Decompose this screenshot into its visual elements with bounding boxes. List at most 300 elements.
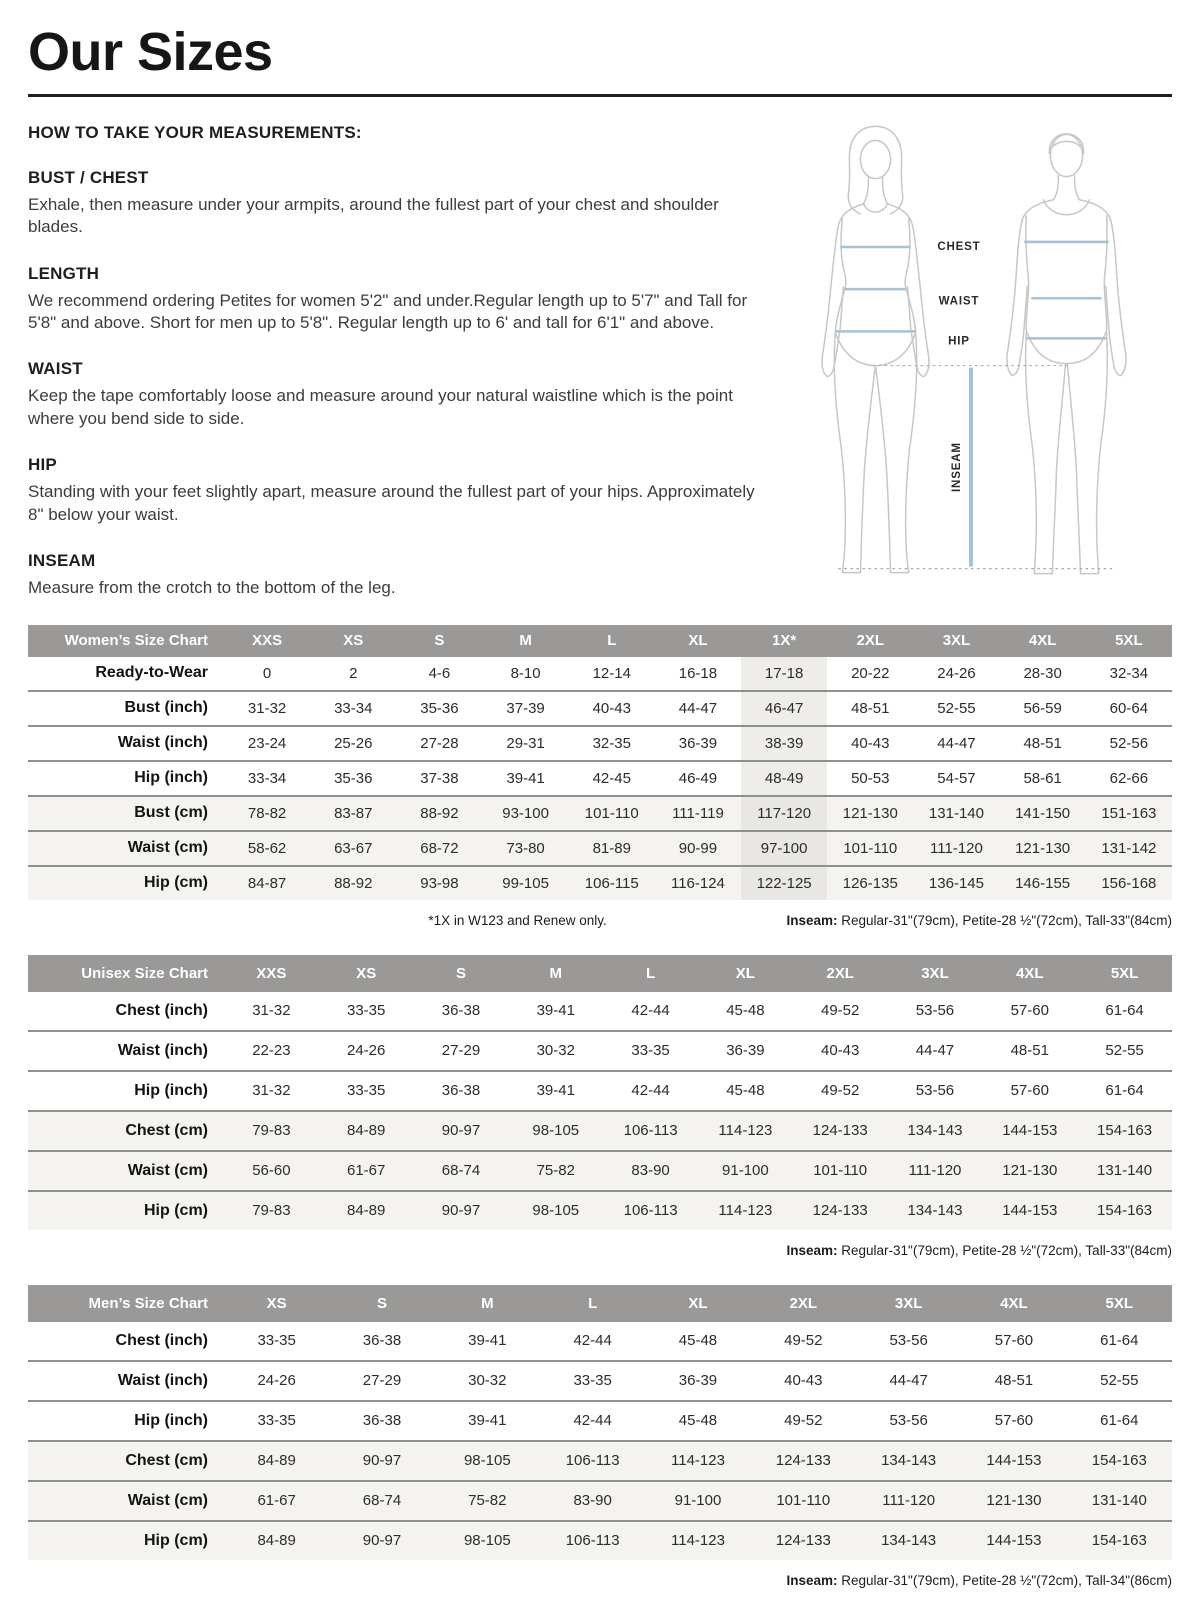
size-cell: 114-123 [718,1202,773,1220]
size-cell: 61-64 [1105,1082,1144,1100]
table-row [28,992,1172,1031]
mens-table-head [28,1285,1172,1322]
size-cell: 106-113 [623,1202,678,1220]
row-label: Hip (cm) [144,1201,208,1219]
size-cell: 154-163 [1091,1452,1147,1470]
instruction-section [28,551,774,599]
size-cell: 90-97 [362,1532,402,1550]
inseam-footnote [786,1573,1172,1588]
table-row [28,1031,1172,1071]
size-cell: 48-51 [994,1372,1034,1390]
size-cell: 24-26 [937,664,976,682]
size-cell: 144-153 [1002,1122,1058,1140]
row-label: Ready-to-Wear [95,664,208,682]
size-cell: 154-163 [1091,1532,1147,1550]
size-cell: 22-23 [252,1042,291,1060]
table-row [28,1481,1172,1521]
womens-table-body [28,657,1172,900]
inseam-footnote [786,913,1172,928]
size-cell: 84-89 [347,1122,386,1140]
size-cell: 48-49 [741,761,827,796]
size-cell: 52-55 [1100,1372,1139,1390]
size-cell: 45-48 [726,1002,765,1020]
size-cell: 98-105 [532,1122,580,1140]
size-cell: 56-60 [252,1162,291,1180]
size-cell: 83-87 [334,804,373,822]
page-title: Our Sizes [28,22,273,82]
row-label: Waist (cm) [127,1491,208,1509]
size-cell: 84-87 [247,874,287,892]
size-cell: 101-110 [776,1492,831,1510]
size-cell: 106-113 [623,1122,678,1140]
mens-table-body [28,1322,1172,1560]
column-header: XS [310,625,396,657]
size-cell: 57-60 [994,1332,1034,1350]
column-header: XS [224,1285,329,1322]
size-cell: 131-140 [928,804,984,822]
size-cell: 91-100 [674,1492,722,1510]
size-cell: 39-41 [468,1412,507,1430]
header-row [28,1285,1172,1322]
table-row [28,1521,1172,1560]
size-cell: 101-110 [584,804,639,822]
size-cell: 33-35 [257,1332,296,1350]
table-row [28,1441,1172,1481]
size-cell: 4-6 [428,664,451,682]
size-cell: 52-55 [1105,1042,1144,1060]
column-header: M [508,955,603,992]
size-cell: 126-135 [842,874,898,892]
column-header: 3XL [856,1285,961,1322]
size-cell: 29-31 [506,734,545,752]
column-header: 2XL [827,625,913,657]
size-cell: 33-35 [573,1372,612,1390]
table-row [28,1151,1172,1191]
size-cell: 37-39 [506,699,545,717]
size-cell: 97-100 [741,831,827,866]
mens-table [28,1285,1172,1560]
size-cell: 42-44 [573,1332,612,1350]
size-cell: 91-100 [722,1162,769,1180]
size-cell: 45-48 [678,1412,718,1430]
column-header: M [435,1285,540,1322]
size-cell: 90-99 [678,839,718,857]
size-cell: 44-47 [889,1372,928,1390]
size-cell: 88-92 [334,874,373,892]
size-cell: 106-113 [565,1452,620,1470]
size-cell: 136-145 [928,874,984,892]
size-cell: 111-120 [930,839,983,857]
column-header: L [569,625,655,657]
size-cell: 2 [349,664,358,682]
row-label: Hip (inch) [134,769,208,787]
size-cell: 61-64 [1105,1002,1144,1020]
body-measurement-illustration [780,113,1172,591]
size-cell: 68-72 [420,839,459,857]
size-cell: 27-28 [420,734,459,752]
size-cell: 25-26 [334,734,373,752]
size-cell: 90-97 [441,1122,481,1140]
row-label: Bust (inch) [124,699,208,717]
column-header: XXS [224,955,319,992]
size-cell: 54-57 [937,769,976,787]
column-header: 2XL [751,1285,856,1322]
size-cell: 42-44 [631,1002,670,1020]
size-cell: 33-35 [631,1042,670,1060]
table-row [28,866,1172,900]
size-cell: 151-163 [1101,804,1157,822]
size-cell: 58-62 [247,839,287,857]
table-footnotes [28,1573,1172,1590]
instruction-section-body: Standing with your feet slightly apart, measure around the fullest part of your hips. Approximately 8" below your waist. [28,482,755,524]
size-cell: 57-60 [1010,1002,1049,1020]
size-cell: 49-52 [820,1002,860,1020]
row-label: Hip (cm) [144,874,208,892]
size-cell: 58-61 [1023,769,1062,787]
size-cell: 36-38 [362,1332,402,1350]
size-cell: 48-51 [851,699,890,717]
row-label: Bust (cm) [134,804,208,822]
row-label: Chest (cm) [125,1451,208,1469]
table-title: Men’s Size Chart [28,1285,224,1322]
size-cell: 48-51 [1023,734,1062,752]
table-footnotes [28,1243,1172,1260]
size-cell: 111-120 [882,1492,936,1510]
size-cell: 44-47 [937,734,976,752]
table-row [28,1191,1172,1230]
size-cell: 121-130 [986,1492,1042,1510]
size-cell: 98-105 [463,1532,511,1550]
size-cell: 31-32 [252,1002,291,1020]
size-cell: 52-56 [1109,734,1149,752]
size-cell: 61-64 [1100,1412,1139,1430]
size-cell: 57-60 [994,1412,1034,1430]
table-row [28,761,1172,796]
instruction-section-body: Measure from the crotch to the bottom of the leg. [28,578,396,598]
table-row [28,1322,1172,1361]
instruction-section-title: HIP [28,455,57,475]
size-cell: 32-35 [592,734,631,752]
inseam-footnote [786,1243,1172,1258]
size-cell: 42-45 [592,769,631,787]
size-cell: 93-100 [502,804,549,822]
instruction-section-title: INSEAM [28,551,96,571]
size-cell: 24-26 [347,1042,386,1060]
size-cell: 39-41 [468,1332,507,1350]
size-cell: 53-56 [889,1332,928,1350]
size-cell: 28-30 [1023,664,1062,682]
column-header: 4XL [961,1285,1066,1322]
size-tables [28,625,1172,1590]
size-cell: 27-29 [441,1042,481,1060]
size-cell: 154-163 [1097,1122,1153,1140]
column-header: 4XL [982,955,1077,992]
size-cell: 17-18 [741,657,827,691]
size-cell: 33-35 [347,1082,386,1100]
row-label: Waist (inch) [117,1371,208,1389]
size-cell: 124-133 [812,1122,868,1140]
size-cell: 61-67 [257,1492,296,1510]
size-cell: 36-39 [678,1372,718,1390]
size-cell: 63-67 [334,839,373,857]
row-label: Chest (inch) [115,1331,208,1349]
inseam-footnote-label: Inseam: [786,912,838,928]
measurement-diagram [780,97,1172,600]
female-figure [822,126,929,572]
row-label: Waist (inch) [117,1041,208,1059]
size-cell: 50-53 [851,769,890,787]
column-header: XXS [224,625,310,657]
row-label: Hip (cm) [144,1531,208,1549]
size-cell: 40-43 [820,1042,860,1060]
inseam-footnote-text: Regular-31"(79cm), Petite-28 ½"(72cm), Tall-33"(84cm) [837,1242,1172,1258]
size-cell: 36-39 [678,734,718,752]
top-section [28,97,1172,600]
size-table-unisex [28,955,1172,1260]
size-cell: 61-64 [1100,1332,1139,1350]
size-cell: 98-105 [463,1452,511,1470]
size-cell: 44-47 [678,699,718,717]
size-cell: 40-43 [851,734,890,752]
size-cell: 134-143 [881,1452,937,1470]
size-cell: 68-74 [441,1162,481,1180]
size-cell: 121-130 [842,804,898,822]
inseam-footnote-text: Regular-31"(79cm), Petite-28 ½"(72cm), Tall-33"(84cm) [837,912,1172,928]
size-cell: 84-89 [347,1202,386,1220]
column-header: L [540,1285,645,1322]
size-cell: 79-83 [252,1202,291,1220]
size-cell: 83-90 [573,1492,612,1510]
size-cell: 93-98 [420,874,459,892]
row-label: Chest (cm) [125,1121,208,1139]
size-cell: 8-10 [510,664,541,682]
table-row [28,1111,1172,1151]
size-cell: 61-67 [347,1162,386,1180]
column-header: 3XL [913,625,999,657]
size-cell: 114-123 [718,1122,773,1140]
size-cell: 52-55 [937,699,976,717]
size-cell: 31-32 [247,699,287,717]
size-cell: 39-41 [506,769,545,787]
instruction-section-body: Exhale, then measure under your armpits, around the fullest part of your chest and shoulder blades. [28,194,719,237]
column-header: S [329,1285,434,1322]
size-cell: 45-48 [678,1332,718,1350]
column-header: 5XL [1086,625,1172,657]
inseam-label: INSEAM [950,441,963,492]
column-header: 3XL [888,955,983,992]
size-cell: 36-39 [726,1042,765,1060]
table-title: Women’s Size Chart [28,625,224,657]
size-cell: 101-110 [813,1162,868,1180]
size-cell: 101-110 [843,839,898,857]
column-header: 4XL [1000,625,1086,657]
size-cell: 44-47 [915,1042,955,1060]
womens-table [28,625,1172,900]
instruction-section [28,359,774,430]
size-cell: 57-60 [1010,1082,1049,1100]
table-row [28,726,1172,761]
column-header: 5XL [1067,1285,1172,1322]
size-cell: 124-133 [812,1202,868,1220]
column-header: 2XL [793,955,888,992]
column-header: S [414,955,509,992]
size-cell: 124-133 [775,1532,831,1550]
table-row [28,1071,1172,1111]
size-cell: 121-130 [1015,839,1071,857]
column-header: S [396,625,482,657]
size-cell: 42-44 [573,1412,612,1430]
size-cell: 84-89 [257,1532,296,1550]
size-cell: 106-113 [565,1532,620,1550]
size-cell: 36-38 [362,1412,402,1430]
size-cell: 31-32 [252,1082,291,1100]
size-cell: 134-143 [907,1202,963,1220]
column-header: XL [655,625,741,657]
size-cell: 39-41 [536,1002,575,1020]
table-row [28,831,1172,866]
size-cell: 60-64 [1109,699,1149,717]
size-cell: 33-35 [347,1002,386,1020]
size-cell: 117-120 [741,796,827,831]
size-cell: 98-105 [532,1202,580,1220]
size-cell: 30-32 [468,1372,507,1390]
size-cell: 40-43 [592,699,631,717]
size-cell: 99-105 [502,874,549,892]
size-cell: 154-163 [1097,1202,1153,1220]
size-cell: 141-150 [1015,804,1071,822]
size-cell: 146-155 [1015,874,1071,892]
instruction-section [28,168,774,239]
size-cell: 37-38 [420,769,459,787]
size-cell: 30-32 [536,1042,575,1060]
instruction-section-title: BUST / CHEST [28,167,149,187]
instruction-section-title: LENGTH [28,263,100,283]
instruction-section-body: We recommend ordering Petites for women 5'2" and under.Regular length up to 5'7" and Tall for 5'8" and above. Short for men up to 5'8". Regular length up to 6' and tall for 6'1" and above. [28,290,748,332]
size-cell: 56-59 [1023,699,1062,717]
size-cell: 83-90 [631,1162,670,1180]
row-label: Waist (cm) [127,1161,208,1179]
size-cell: 38-39 [741,726,827,761]
size-cell: 40-43 [784,1372,823,1390]
size-cell: 39-41 [536,1082,575,1100]
size-cell: 53-56 [915,1082,955,1100]
size-cell: 114-123 [671,1452,725,1470]
size-cell: 90-97 [362,1452,402,1470]
size-cell: 35-36 [334,769,373,787]
size-cell: 20-22 [851,664,890,682]
waist-label: WAIST [938,294,980,307]
size-cell: 122-125 [741,866,827,900]
size-cell: 79-83 [252,1122,291,1140]
size-cell: 75-82 [468,1492,507,1510]
table-footnotes [28,913,1172,930]
measurement-instructions [28,97,774,600]
size-table-womens [28,625,1172,930]
size-cell: 156-168 [1101,874,1157,892]
row-label: Hip (inch) [134,1411,208,1429]
inseam-footnote-label: Inseam: [786,1242,838,1258]
size-cell: 73-80 [506,839,545,857]
size-cell: 0 [262,664,272,682]
size-cell: 106-115 [584,874,639,892]
row-label: Waist (cm) [127,839,208,857]
size-cell: 121-130 [1002,1162,1058,1180]
size-cell: 33-34 [247,769,287,787]
size-cell: 134-143 [881,1532,937,1550]
size-cell: 78-82 [247,804,287,822]
hip-label: HIP [948,335,970,348]
instruction-section-title: WAIST [28,359,83,379]
size-cell: 36-38 [441,1082,481,1100]
size-cell: 33-35 [257,1412,296,1430]
size-cell: 24-26 [257,1372,296,1390]
size-cell: 32-34 [1109,664,1149,682]
size-cell: 53-56 [889,1412,928,1430]
size-cell: 144-153 [986,1532,1042,1550]
instruction-section [28,455,774,526]
table-title: Unisex Size Chart [28,955,224,992]
size-cell: 45-48 [726,1082,765,1100]
row-label: Chest (inch) [115,1001,208,1019]
column-header: L [603,955,698,992]
instructions-heading: HOW TO TAKE YOUR MEASUREMENTS: [28,122,362,142]
column-header: XS [319,955,414,992]
table-row [28,1361,1172,1401]
unisex-table-head [28,955,1172,992]
size-cell: 53-56 [915,1002,955,1020]
header-row [28,625,1172,657]
column-header: 1X* [741,625,827,657]
size-cell: 33-34 [334,699,373,717]
row-label: Waist (inch) [117,734,208,752]
size-cell: 116-124 [670,874,725,892]
size-cell: 144-153 [1002,1202,1058,1220]
chest-label: CHEST [937,240,981,253]
size-cell: 49-52 [784,1412,823,1430]
size-cell: 131-140 [1091,1492,1147,1510]
size-cell: 131-140 [1097,1162,1153,1180]
size-cell: 131-142 [1101,839,1157,857]
size-cell: 49-52 [784,1332,823,1350]
size-cell: 46-49 [678,769,718,787]
male-figure [1007,134,1126,574]
size-cell: 111-120 [908,1162,962,1180]
column-header: 5XL [1077,955,1172,992]
inseam-footnote-text: Regular-31"(79cm), Petite-28 ½"(72cm), Tall-34"(86cm) [837,1572,1172,1588]
size-cell: 36-38 [441,1002,481,1020]
size-cell: 81-89 [592,839,631,857]
inseam-footnote-label: Inseam: [786,1572,838,1588]
size-cell: 68-74 [362,1492,402,1510]
column-header: XL [645,1285,750,1322]
size-cell: 134-143 [907,1122,963,1140]
size-cell: 111-119 [672,804,724,822]
size-cell: 49-52 [820,1082,860,1100]
instruction-section [28,264,774,335]
size-cell: 114-123 [671,1532,725,1550]
size-cell: 42-44 [631,1082,670,1100]
size-table-mens [28,1285,1172,1590]
size-cell: 88-92 [420,804,459,822]
size-cell: 144-153 [986,1452,1042,1470]
table-row [28,657,1172,691]
table-row [28,796,1172,831]
header-row [28,955,1172,992]
womens-table-head [28,625,1172,657]
size-cell: 75-82 [536,1162,575,1180]
size-cell: 124-133 [775,1452,831,1470]
column-header: XL [698,955,793,992]
